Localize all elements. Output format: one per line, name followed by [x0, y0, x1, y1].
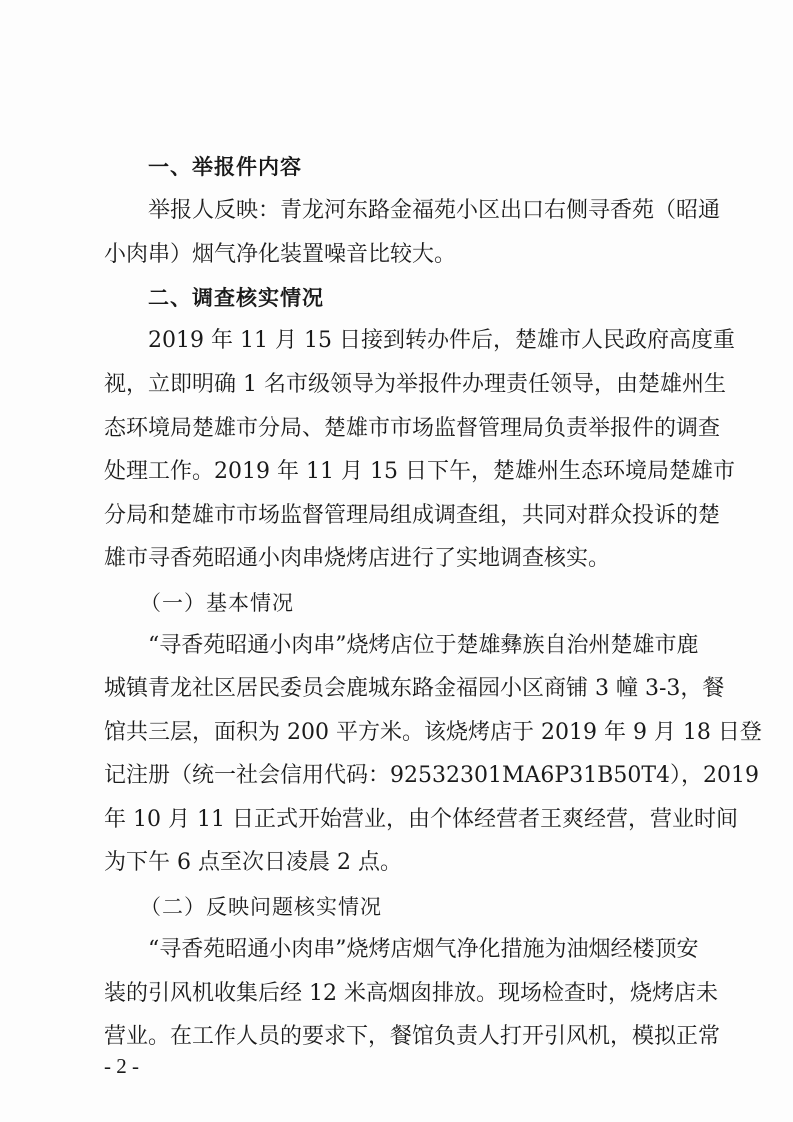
paragraph-line: 装的引风机收集后经 12 米高烟囱排放。现场检查时，烧烤店未: [104, 981, 718, 1006]
paragraph-line: “寻香苑昭通小肉串”烧烤店位于楚雄彝族自治州楚雄市鹿: [148, 633, 699, 658]
paragraph-line: 2019 年 11 月 15 日接到转办件后，楚雄市人民政府高度重: [148, 328, 735, 353]
paragraph-line: 馆共三层，面积为 200 平方米。该烧烤店于 2019 年 9 月 18 日登: [104, 720, 762, 745]
section-heading-investigation: 二、调查核实情况: [148, 286, 324, 310]
paragraph-line: 雄市寻香苑昭通小肉串烧烤店进行了实地调查核实。: [104, 546, 611, 571]
paragraph-line: 营业。在工作人员的要求下，餐馆负责人打开引风机，模拟正常: [104, 1024, 721, 1049]
paragraph-line: 年 10 月 11 日正式开始营业，由个体经营者王爽经营，营业时间: [104, 807, 738, 832]
paragraph-line: 分局和楚雄市市场监督管理局组成调查组，共同对群众投诉的楚: [104, 503, 721, 528]
paragraph-line: 城镇青龙社区居民委员会鹿城东路金福园小区商铺 3 幢 3-3，餐: [104, 676, 725, 701]
paragraph-line: “寻香苑昭通小肉串”烧烤店烟气净化措施为油烟经楼顶安: [148, 937, 699, 962]
paragraph-line: 处理工作。2019 年 11 月 15 日下午，楚雄州生态环境局楚雄市: [104, 459, 735, 484]
paragraph-line: 态环境局楚雄市分局、楚雄市市场监督管理局负责举报件的调查: [104, 416, 721, 441]
paragraph-line: 小肉串）烟气净化装置噪音比较大。: [104, 242, 457, 267]
section-heading-report-content: 一、举报件内容: [148, 155, 302, 179]
paragraph-line: 为下午 6 点至次日凌晨 2 点。: [104, 850, 402, 875]
paragraph-line: 举报人反映：青龙河东路金福苑小区出口右侧寻香苑（昭通: [148, 198, 721, 223]
subsection-heading-verification: （二）反映问题核实情况: [140, 895, 382, 919]
paragraph-line: 视，立即明确 1 名市级领导为举报件办理责任领导，由楚雄州生: [104, 372, 726, 397]
page-number: - 2 -: [104, 1054, 139, 1078]
paragraph-line: 记注册（统一社会信用代码：92532301MA6P31B50T4），2019: [104, 763, 760, 788]
subsection-heading-basic-info: （一）基本情况: [140, 591, 294, 615]
